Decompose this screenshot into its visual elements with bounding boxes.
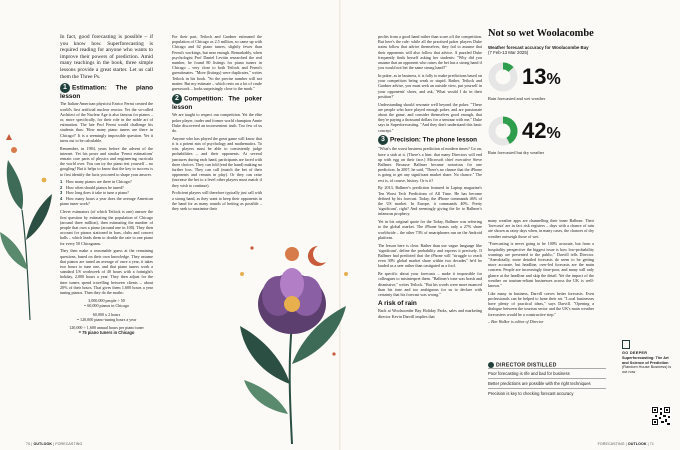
- paragraph: In poker, as in business, it is folly to make predictions based on your competitors being weak or stupid. Rather, Tetlock and Gardner advise, you must seek an outside view, put yourself in your opponents' shoes, and ask, 'What would I do in their position?': [378, 73, 482, 99]
- go-deeper-label: GO DEEPER: [622, 351, 648, 355]
- section-heading-1: 1 Estimation: The piano lesson: [60, 83, 153, 100]
- section-number-3: 3: [378, 135, 388, 145]
- section-number-2: 2: [172, 94, 182, 104]
- section-number-1: 1: [60, 83, 70, 93]
- footer-left: 70 | OUTLOOK | FORECASTING: [26, 442, 83, 446]
- stat-label-1: Rain forecasted and wet weather: [488, 96, 546, 101]
- donut-chart-2: [488, 116, 518, 146]
- paragraph: Back at Woolacombe Bay Holiday Parks, sales and marketing director Kevin Darvill implies that: [378, 308, 482, 319]
- qr-code: [651, 406, 671, 426]
- section-heading-4: A risk of rain: [378, 299, 417, 307]
- director-distilled-title: DIRECTOR DISTILLED: [488, 362, 606, 368]
- plant-illustration-left: [0, 120, 58, 320]
- paragraph: The lesson here is clear. Rather than use vague language like 'significant', define the probability and express it precisely. If Ballmer had predicted that the iPhone will "struggle to reach even 30% global market share within two decades" he'd be lauded as a seer rather than castigated as a fool.: [378, 242, 482, 269]
- column-2: [172, 34, 262, 214]
- calculation-2: 60,000 x 2 hours = 120,000 piano-tuning hours a year: [76, 311, 137, 322]
- paragraph: Anyone who has played the great game will know that it is a potent mix of psychology and mathematics. To win, players must be able to consistently judge probabilities – and their opponents. At several junctures during each hand, participants are faced with three choices. They can fold (end the hand) making no further loss. They can call (match the bet of their opponents and remain in play). Or they can raise (increase the bet to a level other players must match if they wish to continue).: [172, 135, 262, 188]
- paragraph: Be specific about your forecasts – make it impossible for colleagues to misinterpret them. "Ballmer's tone was brash and dismissive," writes Tetlock. "But his words were more nuanced than his tone and too ambiguous for us to declare with certainty that his forecast was wrong.": [378, 271, 482, 298]
- list-item: 3 How long does it take to tune a piano?: [60, 190, 129, 196]
- paragraph: "Forecasting is never going to be 100% accurate, but from a hospitality perspective the biggest issue is how low-probability warnings are presented to the public," Darvill tells Director. "Anecdotally, more detailed forecasts do seem to be getting more accurate, but headline, over-led forecasts are the main concern. People are increasingly time-poor, and many will only glance at the headline and skip the detail. Yet the impact of the weather on tourism-reliant businesses across the UK is well-known.": [488, 241, 594, 289]
- book-icon: [622, 340, 630, 349]
- stat-value-2: 42%: [522, 118, 561, 143]
- paragraph: We are taught to respect our competition. Yet the elite poker player, trader and former world champion Annie Duke discovered an inconvenient truth. Too few of us do.: [172, 112, 262, 134]
- paragraph: By 2013, Ballmer's prediction featured in Laptop magazine's Ten Worst Tech Predictions of All Time. He has become defined by his forecast. Today, the iPhone commands 46% of the US market. In Europe, it commands 40%. Pretty 'significant', right? And seemingly giving the lie to Ballmer's infamous prophecy.: [378, 185, 482, 217]
- paragraph: The Italian-American physicist Enrico Fermi created the world's first artificial nuclear reactor. Yet the so-called Architect of the Nuclear Age is also famous for pianos – or, more specifically, for their role in the noble art of estimation. The late Prof Fermi would challenge his students thus: 'How many piano tuners are there in Chicago?' It is a seemingly impossible question. Yet it turns out to be calculable.: [60, 101, 153, 143]
- sidebar-title: Not so wet Woolacombe: [488, 28, 594, 39]
- question-list: [60, 179, 153, 206]
- signature-line: – Ben Walker is editor of Director: [488, 319, 544, 325]
- list-item: 4 How many hours a year does the average American piano tuner work?: [60, 195, 153, 206]
- weather-sidebar: [488, 28, 668, 56]
- stat-value-1: 13%: [522, 64, 561, 89]
- calculation-1: 3,000,000 people ÷ 50 = 60,000 pianos in Chicago: [83, 298, 130, 309]
- lightbulb-icon: [488, 362, 494, 368]
- paragraph: "What's the worst business prediction of modern times? Go on, have a stab at it. (There's a hint: that many Directors will end up with egg on their face.) Microsoft chief executive Steve Ballmer. Because Ballmer became notorious for one prediction. In 2007, he said, "There's no chance that the iPhone is going to get any significant market share. No chance." The rest is, of course, history. Or is it?: [378, 146, 482, 183]
- paragraph: profits from a good hand rather than scare off the competition. But here's the rule: while all the practised poker players Duke trains follow that advice themselves, they fail to assume that their opponents will also follow that advice. A puzzled Duke frequently finds herself asking her students: "Why did you assume that an opponent who raises the bet has a strong hand if you would not bet the same strong hand?": [378, 34, 482, 71]
- paragraph: Remember, in 1984, years before the advent of the internet. Yet his poser and similar 'Fermi estimations' remain core parts of physics and engineering curricula the world over. You can try the piano test yourself – no googling! But it helps to know that the key to success is to first identify the facts you need to shape your answer.: [60, 145, 153, 177]
- lead-paragraph: In fact, good forecasting is possible – if you know how. Superforecasting is required reading for anyone who wants to improve their powers of prediction. Amid many teachings in the book, three simple lessons provide a great starter. Let us call them the Three Ps.: [60, 34, 153, 80]
- stat-label-2: Rain forecasted but dry weather: [488, 150, 545, 155]
- flower-illustration: [222, 234, 362, 444]
- footer-right: FORECASTING | OUTLOOK | 71: [597, 442, 654, 446]
- column-4-text: [488, 218, 594, 327]
- distilled-row: Precision is key to checking forecast accuracy: [488, 388, 606, 398]
- paragraph: They then make a reasonable guess at the remaining questions, based on their own knowledge. They assume that pianos are tuned an average of once a year, it takes two hours to tune one, and that piano tuners work a standard US workweek of 40 hours with a fortnight's holiday, 2,000 hours a year. They then adjust for the time tuners spend travelling between clients – about 20% of their hours. That gives them 1,600 hours a year tuning pianos. Then they do the maths:: [60, 248, 153, 296]
- column-3-text: [378, 34, 482, 321]
- paragraph: many weather apps are channelling their inner Ballmer. Their 'forecasts' are in fact risk registers – days with a chance of rain are shown as rainy days when, in many cases, the chances of dry weather outweigh those of wet.: [488, 218, 594, 239]
- sidebar-dates: (7 Feb-13 Mar 2025): [488, 50, 529, 56]
- paragraph: Understanding should resonate well beyond the poker. "These are people who have played enough poker, and are passionate about the game, and consider themselves good enough, that they're paying a thousand dollars for a seminar with me," Duke says in Superforecasting. "And they don't understand this basic concept.": [378, 101, 482, 133]
- sidebar-subtitle: Weather forecast accuracy for Woolacombe Bay: [488, 45, 589, 50]
- paragraph: Proficient players will therefore typically just call with a strong hand, as they want to keep their opponents in the hand for as many rounds of betting as possible – they seek to maximise their: [172, 190, 262, 212]
- stat-block-2: [488, 116, 608, 164]
- list-item: 1 How many pianos are there in Chicago?: [60, 179, 132, 185]
- calculation-3: 120,000 ÷ 1,600 annual hours per piano tuner = 75 piano tuners in Chicago: [69, 325, 144, 336]
- paragraph: Yet in his original quote for the Today, Ballmer was referring to the global market. The iPhone boasts only a 27% share worldwide – the other 73% of smartphones run on the Android platform.: [378, 219, 482, 240]
- distilled-row: Poor forecasting is rife and bad for business: [488, 368, 606, 378]
- distilled-row: Better predictions are possible with the right techniques: [488, 378, 606, 388]
- go-deeper-publisher: (Random House Business) is out now: [622, 365, 672, 374]
- stat-block-1: [488, 62, 608, 110]
- paragraph: For their part, Tetlock and Gardner estimated the population of Chicago as 2.5 million, so came up with Chicago and 62 piano tuners, slightly fewer than Fermi's workings, but near enough. Remarkably, when psychologist Prof Daniel Levitin researched the real number, he found 80 listings for piano tuners in Chicago – very close to both Tetlock and Fermi's guesstimates. "More (listings) were duplicates," writes Tetlock in his book. "So the precise number will not matter. But my estimate – which rests on a lot of crude guesswork – looks surprisingly close to the mark.": [172, 34, 262, 92]
- go-deeper-book: Superforecasting: The Art and Science of Prediction: [622, 356, 669, 365]
- donut-chart-1: [488, 62, 518, 92]
- section-heading-2: 2 Competition: The poker lesson: [172, 94, 262, 111]
- go-deeper: [622, 340, 672, 374]
- paragraph: Like many in business, Darvill craves better forecasts. Even professionals can be helped to hone their art. "Local businesses have plenty of practical ideas," says Darvill. "Opening a dialogue between the tourism sector and the UK's main weather forecasters would be a constructive step.": [488, 290, 594, 317]
- list-item: 2 How often should pianos be tuned?: [60, 184, 124, 190]
- section-heading-3: 3 Precision: The phone lesson: [378, 135, 482, 145]
- paragraph: Clever estimators (of which Tetlock is one) answer the first question by estimating the population of Chicago (around three million), then estimating the number of people that own a piano (around one in 100). They then account for pianos stationed in bars, clubs and concert halls – which leads them to double the rate to one piano for every 50 Chicagoans.: [60, 209, 153, 246]
- director-distilled: [488, 362, 606, 398]
- column-1: [60, 34, 153, 338]
